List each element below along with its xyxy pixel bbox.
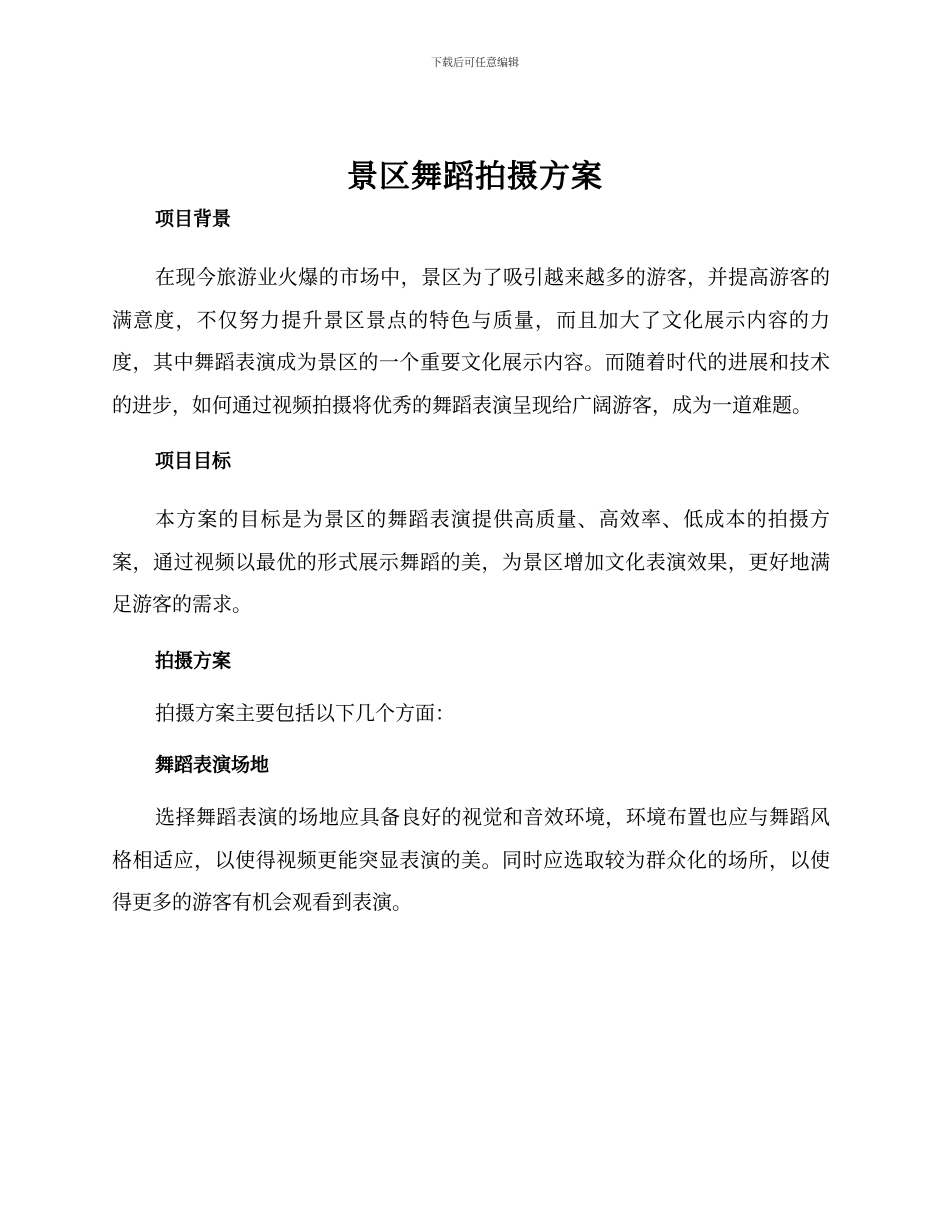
section-heading: 舞蹈表演场地 <box>155 754 270 776</box>
section-paragraph: 拍摄方案主要包括以下几个方面： <box>155 700 455 725</box>
section-heading: 项目背景 <box>155 208 232 230</box>
section-plan <box>112 644 830 735</box>
section-paragraph: 选择舞蹈表演的场地应具备良好的视觉和音效环境，环境布置也应与舞蹈风格相适应，以使得视频更能突显表演的美。同时应选取较为群众化的场所，以使得更多的游客有机会观看到表演。 <box>112 805 830 914</box>
section-background <box>112 202 830 426</box>
header-note: 下载后可任意编辑 <box>431 56 519 69</box>
section-paragraph: 本方案的目标是为景区的舞蹈表演提供高质量、高效率、低成本的拍摄方案，通过视频以最优的形式展示舞蹈的美，为景区增加文化表演效果，更好地满足游客的需求。 <box>112 507 830 616</box>
section-heading: 拍摄方案 <box>155 649 232 672</box>
section-venue <box>112 748 830 924</box>
section-heading: 项目目标 <box>155 450 232 472</box>
section-paragraph: 在现今旅游业火爆的市场中，景区为了吸引越来越多的游客，并提高游客的满意度，不仅努力提升景区景点的特色与质量，而且加大了文化展示内容的力度，其中舞蹈表演成为景区的一个重要文化展示内容。而随着时代的进展和技术的进步，如何通过视频拍摄将优秀的舞蹈表演呈现给广阔游客，成为一道难题。 <box>112 265 830 417</box>
document-body <box>112 202 830 924</box>
section-goal <box>112 444 830 626</box>
document-title: 景区舞蹈拍摄方案 <box>347 159 603 195</box>
